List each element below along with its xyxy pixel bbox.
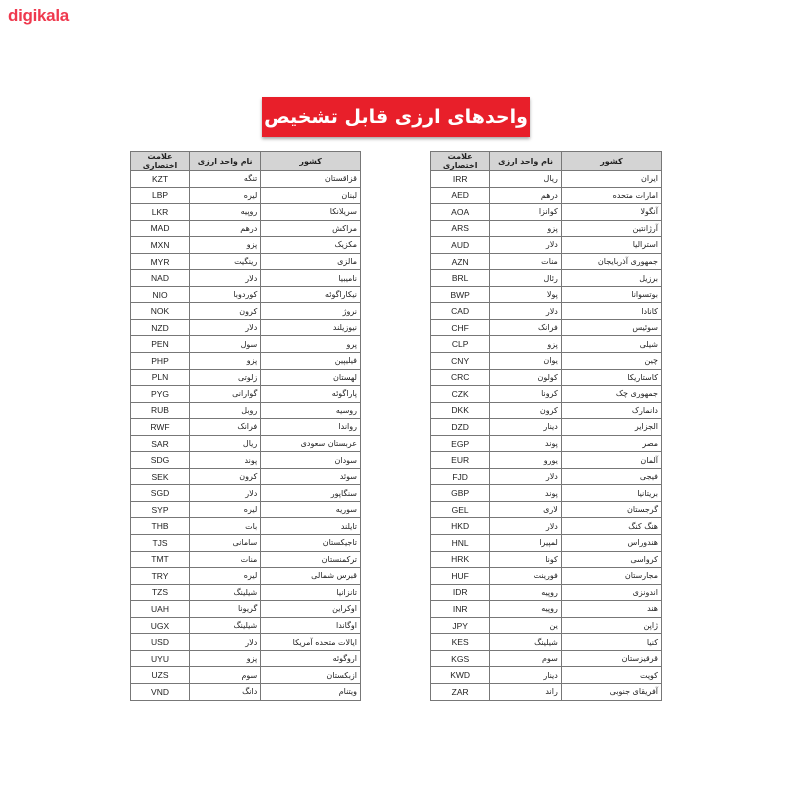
country-cell: آلمان <box>561 452 661 469</box>
currency-name-cell: لیره <box>190 501 261 518</box>
table-row <box>131 237 361 254</box>
currency-code-cell: RWF <box>131 419 190 436</box>
table-row <box>131 584 361 601</box>
currency-name-cell: دینار <box>490 419 562 436</box>
currency-code-cell: MAD <box>131 220 190 237</box>
table-row <box>131 568 361 585</box>
header-country: کشور <box>261 152 361 171</box>
country-cell: چین <box>561 353 661 370</box>
country-cell: سوئیس <box>561 319 661 336</box>
country-cell: ایران <box>561 171 661 188</box>
country-cell: روسیه <box>261 402 361 419</box>
table-row <box>431 303 662 320</box>
country-cell: اوکراین <box>261 601 361 618</box>
table-row <box>131 286 361 303</box>
country-cell: بریتانیا <box>561 485 661 502</box>
country-cell: نیکاراگوئه <box>261 286 361 303</box>
table-row <box>431 518 662 535</box>
currency-code-cell: SYP <box>131 501 190 518</box>
currency-name-cell: لمپیرا <box>490 535 562 552</box>
country-cell: مصر <box>561 435 661 452</box>
currency-code-cell: HUF <box>431 568 490 585</box>
country-cell: دانمارک <box>561 402 661 419</box>
currency-name-cell: رینگیت <box>190 253 261 270</box>
currency-name-cell: درهم <box>490 187 562 204</box>
table-row <box>131 253 361 270</box>
country-cell: مراکش <box>261 220 361 237</box>
country-cell: مکزیک <box>261 237 361 254</box>
currency-table-right <box>430 151 662 701</box>
currency-code-cell: NAD <box>131 270 190 287</box>
currency-code-cell: HRK <box>431 551 490 568</box>
currency-name-cell: شیلینگ <box>190 617 261 634</box>
country-cell: کاستاریکا <box>561 369 661 386</box>
currency-name-cell: پوند <box>490 485 562 502</box>
table-row <box>131 551 361 568</box>
country-cell: ایالات متحده آمریکا <box>261 634 361 651</box>
table-row <box>131 485 361 502</box>
table-row <box>431 286 662 303</box>
country-cell: تایلند <box>261 518 361 535</box>
table-row <box>431 551 662 568</box>
country-cell: پرو <box>261 336 361 353</box>
currency-name-cell: پوند <box>190 452 261 469</box>
currency-name-cell: درهم <box>190 220 261 237</box>
currency-code-cell: HKD <box>431 518 490 535</box>
currency-name-cell: راند <box>490 683 562 700</box>
currency-name-cell: زلوتی <box>190 369 261 386</box>
currency-code-cell: MYR <box>131 253 190 270</box>
currency-name-cell: کرون <box>490 402 562 419</box>
country-cell: ژاپن <box>561 617 661 634</box>
currency-code-cell: SEK <box>131 468 190 485</box>
currency-name-cell: دلار <box>190 485 261 502</box>
currency-name-cell: سامانی <box>190 535 261 552</box>
page-title-banner <box>262 97 530 137</box>
currency-code-cell: THB <box>131 518 190 535</box>
country-cell: فیلیپین <box>261 353 361 370</box>
country-cell: سودان <box>261 452 361 469</box>
country-cell: لهستان <box>261 369 361 386</box>
country-cell: کانادا <box>561 303 661 320</box>
currency-name-cell: بات <box>190 518 261 535</box>
currency-name-cell: کولون <box>490 369 562 386</box>
country-cell: سنگاپور <box>261 485 361 502</box>
currency-name-cell: پزو <box>190 237 261 254</box>
currency-code-cell: KGS <box>431 650 490 667</box>
currency-name-cell: سوم <box>490 650 562 667</box>
table-row <box>131 204 361 221</box>
currency-name-cell: دلار <box>190 319 261 336</box>
currency-name-cell: روپیه <box>490 601 562 618</box>
currency-name-cell: رئال <box>490 270 562 287</box>
currency-code-cell: AUD <box>431 237 490 254</box>
currency-name-cell: کرون <box>190 303 261 320</box>
currency-name-cell: پوند <box>490 435 562 452</box>
currency-code-cell: AOA <box>431 204 490 221</box>
currency-code-cell: RUB <box>131 402 190 419</box>
table-row <box>431 419 662 436</box>
currency-code-cell: PEN <box>131 336 190 353</box>
table-row <box>131 435 361 452</box>
currency-name-cell: یوان <box>490 353 562 370</box>
country-cell: رواندا <box>261 419 361 436</box>
country-cell: اوگاندا <box>261 617 361 634</box>
country-cell: هنگ کنگ <box>561 518 661 535</box>
currency-name-cell: گریونا <box>190 601 261 618</box>
country-cell: آرژانتین <box>561 220 661 237</box>
table-row <box>131 419 361 436</box>
currency-code-cell: AZN <box>431 253 490 270</box>
table-row <box>431 667 662 684</box>
country-cell: جمهوری چک <box>561 386 661 403</box>
currency-code-cell: SAR <box>131 435 190 452</box>
table-row <box>431 187 662 204</box>
country-cell: اندونزی <box>561 584 661 601</box>
currency-code-cell: LBP <box>131 187 190 204</box>
table-row <box>131 369 361 386</box>
country-cell: ویتنام <box>261 683 361 700</box>
country-cell: نروژ <box>261 303 361 320</box>
currency-name-cell: روبل <box>190 402 261 419</box>
currency-code-cell: GEL <box>431 501 490 518</box>
currency-name-cell: شیلینگ <box>190 584 261 601</box>
country-cell: ازبکستان <box>261 667 361 684</box>
table-row <box>431 568 662 585</box>
country-cell: تاجیکستان <box>261 535 361 552</box>
currency-name-cell: فرانک <box>490 319 562 336</box>
currency-code-cell: ZAR <box>431 683 490 700</box>
currency-code-cell: CLP <box>431 336 490 353</box>
table-row <box>131 270 361 287</box>
currency-code-cell: VND <box>131 683 190 700</box>
country-cell: فیجی <box>561 468 661 485</box>
table-row <box>131 683 361 700</box>
country-cell: قزاقستان <box>261 171 361 188</box>
country-cell: الجزایر <box>561 419 661 436</box>
country-cell: برزیل <box>561 270 661 287</box>
currency-code-cell: IDR <box>431 584 490 601</box>
country-cell: کویت <box>561 667 661 684</box>
currency-name-cell: کرونا <box>490 386 562 403</box>
currency-code-cell: JPY <box>431 617 490 634</box>
table-row <box>431 386 662 403</box>
currency-code-cell: TZS <box>131 584 190 601</box>
table-row <box>131 220 361 237</box>
table-row <box>431 336 662 353</box>
table-row <box>431 237 662 254</box>
table-row <box>431 634 662 651</box>
currency-name-cell: پزو <box>190 650 261 667</box>
currency-name-cell: فرانک <box>190 419 261 436</box>
currency-name-cell: لاری <box>490 501 562 518</box>
table-row <box>431 452 662 469</box>
currency-code-cell: HNL <box>431 535 490 552</box>
country-cell: کنیا <box>561 634 661 651</box>
header-country: کشور <box>561 152 661 171</box>
country-cell: مالزی <box>261 253 361 270</box>
currency-code-cell: UGX <box>131 617 190 634</box>
currency-name-cell: گوارانی <box>190 386 261 403</box>
table-row <box>431 319 662 336</box>
currency-code-cell: CRC <box>431 369 490 386</box>
table-row <box>131 634 361 651</box>
table-row <box>131 535 361 552</box>
table-row <box>131 402 361 419</box>
table-row <box>431 601 662 618</box>
currency-code-cell: SGD <box>131 485 190 502</box>
currency-code-cell: CHF <box>431 319 490 336</box>
currency-name-cell: پزو <box>490 336 562 353</box>
header-unit: نام واحد ارزی <box>190 152 261 171</box>
country-cell: قرقیزستان <box>561 650 661 667</box>
currency-code-cell: LKR <box>131 204 190 221</box>
country-cell: آفریقای جنوبی <box>561 683 661 700</box>
table-row <box>431 171 662 188</box>
currency-code-cell: KES <box>431 634 490 651</box>
currency-name-cell: تنگه <box>190 171 261 188</box>
table-row <box>131 353 361 370</box>
country-cell: ترکمنستان <box>261 551 361 568</box>
country-cell: هندوراس <box>561 535 661 552</box>
currency-name-cell: منات <box>490 253 562 270</box>
header-code: علامت اختصاری <box>131 152 190 171</box>
country-cell: تانزانیا <box>261 584 361 601</box>
currency-code-cell: NOK <box>131 303 190 320</box>
header-code: علامت اختصاری <box>431 152 490 171</box>
country-cell: پاراگوئه <box>261 386 361 403</box>
country-cell: لبنان <box>261 187 361 204</box>
table-row <box>131 501 361 518</box>
table-header-row <box>131 152 361 171</box>
country-cell: جمهوری آذربایجان <box>561 253 661 270</box>
currency-name-cell: کرون <box>190 468 261 485</box>
currency-code-cell: TMT <box>131 551 190 568</box>
currency-name-cell: سول <box>190 336 261 353</box>
currency-code-cell: UZS <box>131 667 190 684</box>
page-title: واحدهای ارزی قابل تشخیص <box>264 106 528 128</box>
table-row <box>431 369 662 386</box>
currency-code-cell: NZD <box>131 319 190 336</box>
table-row <box>131 601 361 618</box>
currency-name-cell: کونا <box>490 551 562 568</box>
currency-name-cell: کوردوبا <box>190 286 261 303</box>
currency-name-cell: شیلینگ <box>490 634 562 651</box>
currency-code-cell: NIO <box>131 286 190 303</box>
currency-name-cell: روپیه <box>490 584 562 601</box>
table-row <box>431 353 662 370</box>
table-row <box>131 386 361 403</box>
currency-name-cell: پزو <box>190 353 261 370</box>
currency-code-cell: BWP <box>431 286 490 303</box>
table-row <box>131 650 361 667</box>
table-row <box>431 485 662 502</box>
country-cell: سوریه <box>261 501 361 518</box>
country-cell: نامیبیا <box>261 270 361 287</box>
currency-code-cell: GBP <box>431 485 490 502</box>
currency-name-cell: دینار <box>490 667 562 684</box>
currency-code-cell: BRL <box>431 270 490 287</box>
country-cell: قبرس شمالی <box>261 568 361 585</box>
table-row <box>431 501 662 518</box>
table-row <box>431 435 662 452</box>
country-cell: آنگولا <box>561 204 661 221</box>
table-row <box>131 452 361 469</box>
currency-code-cell: PYG <box>131 386 190 403</box>
currency-name-cell: دلار <box>190 270 261 287</box>
table-row <box>431 220 662 237</box>
currency-code-cell: DZD <box>431 419 490 436</box>
currency-code-cell: TRY <box>131 568 190 585</box>
currency-name-cell: روپیه <box>190 204 261 221</box>
currency-code-cell: FJD <box>431 468 490 485</box>
currency-name-cell: فورینت <box>490 568 562 585</box>
currency-code-cell: KZT <box>131 171 190 188</box>
currency-name-cell: دلار <box>190 634 261 651</box>
currency-name-cell: ریال <box>490 171 562 188</box>
table-row <box>131 187 361 204</box>
currency-name-cell: سوم <box>190 667 261 684</box>
currency-code-cell: SDG <box>131 452 190 469</box>
table-row <box>131 171 361 188</box>
table-row <box>431 402 662 419</box>
currency-name-cell: دلار <box>490 518 562 535</box>
country-cell: هند <box>561 601 661 618</box>
currency-code-cell: MXN <box>131 237 190 254</box>
digikala-logo[interactable] <box>8 6 69 26</box>
logo-text-kala: kala <box>37 6 69 25</box>
table-row <box>431 204 662 221</box>
header-unit: نام واحد ارزی <box>490 152 562 171</box>
currency-name-cell: لیره <box>190 187 261 204</box>
currency-code-cell: UYU <box>131 650 190 667</box>
table-row <box>131 518 361 535</box>
currency-code-cell: DKK <box>431 402 490 419</box>
country-cell: مجارستان <box>561 568 661 585</box>
currency-name-cell: ین <box>490 617 562 634</box>
currency-name-cell: ریال <box>190 435 261 452</box>
currency-code-cell: PLN <box>131 369 190 386</box>
country-cell: شیلی <box>561 336 661 353</box>
table-row <box>431 584 662 601</box>
table-row <box>131 667 361 684</box>
currency-code-cell: CNY <box>431 353 490 370</box>
country-cell: سریلانکا <box>261 204 361 221</box>
country-cell: اروگوئه <box>261 650 361 667</box>
currency-name-cell: دلار <box>490 468 562 485</box>
table-row <box>131 617 361 634</box>
currency-code-cell: EUR <box>431 452 490 469</box>
table-row <box>131 336 361 353</box>
currency-code-cell: UAH <box>131 601 190 618</box>
country-cell: گرجستان <box>561 501 661 518</box>
currency-code-cell: USD <box>131 634 190 651</box>
currency-code-cell: ARS <box>431 220 490 237</box>
currency-name-cell: کوانزا <box>490 204 562 221</box>
table-row <box>431 468 662 485</box>
table-header-row <box>431 152 662 171</box>
currency-name-cell: پزو <box>490 220 562 237</box>
currency-code-cell: EGP <box>431 435 490 452</box>
currency-name-cell: لیره <box>190 568 261 585</box>
currency-code-cell: PHP <box>131 353 190 370</box>
currency-code-cell: KWD <box>431 667 490 684</box>
country-cell: نیوزیلند <box>261 319 361 336</box>
currency-code-cell: AED <box>431 187 490 204</box>
table-row <box>431 683 662 700</box>
table-row <box>431 617 662 634</box>
currency-code-cell: CZK <box>431 386 490 403</box>
currency-name-cell: دانگ <box>190 683 261 700</box>
country-cell: سوئد <box>261 468 361 485</box>
country-cell: استرالیا <box>561 237 661 254</box>
table-row <box>431 650 662 667</box>
logo-text-digi: digi <box>8 6 38 25</box>
table-row <box>431 535 662 552</box>
table-row <box>431 253 662 270</box>
currency-name-cell: دلار <box>490 303 562 320</box>
country-cell: امارات متحده <box>561 187 661 204</box>
country-cell: کرواسی <box>561 551 661 568</box>
table-row <box>431 270 662 287</box>
currency-code-cell: IRR <box>431 171 490 188</box>
country-cell: بوتسوانا <box>561 286 661 303</box>
table-row <box>131 468 361 485</box>
currency-name-cell: پولا <box>490 286 562 303</box>
currency-code-cell: CAD <box>431 303 490 320</box>
currency-name-cell: دلار <box>490 237 562 254</box>
currency-table-left <box>130 151 361 701</box>
currency-code-cell: INR <box>431 601 490 618</box>
table-row <box>131 319 361 336</box>
table-row <box>131 303 361 320</box>
currency-name-cell: منات <box>190 551 261 568</box>
currency-name-cell: یورو <box>490 452 562 469</box>
country-cell: عربستان سعودی <box>261 435 361 452</box>
currency-code-cell: TJS <box>131 535 190 552</box>
